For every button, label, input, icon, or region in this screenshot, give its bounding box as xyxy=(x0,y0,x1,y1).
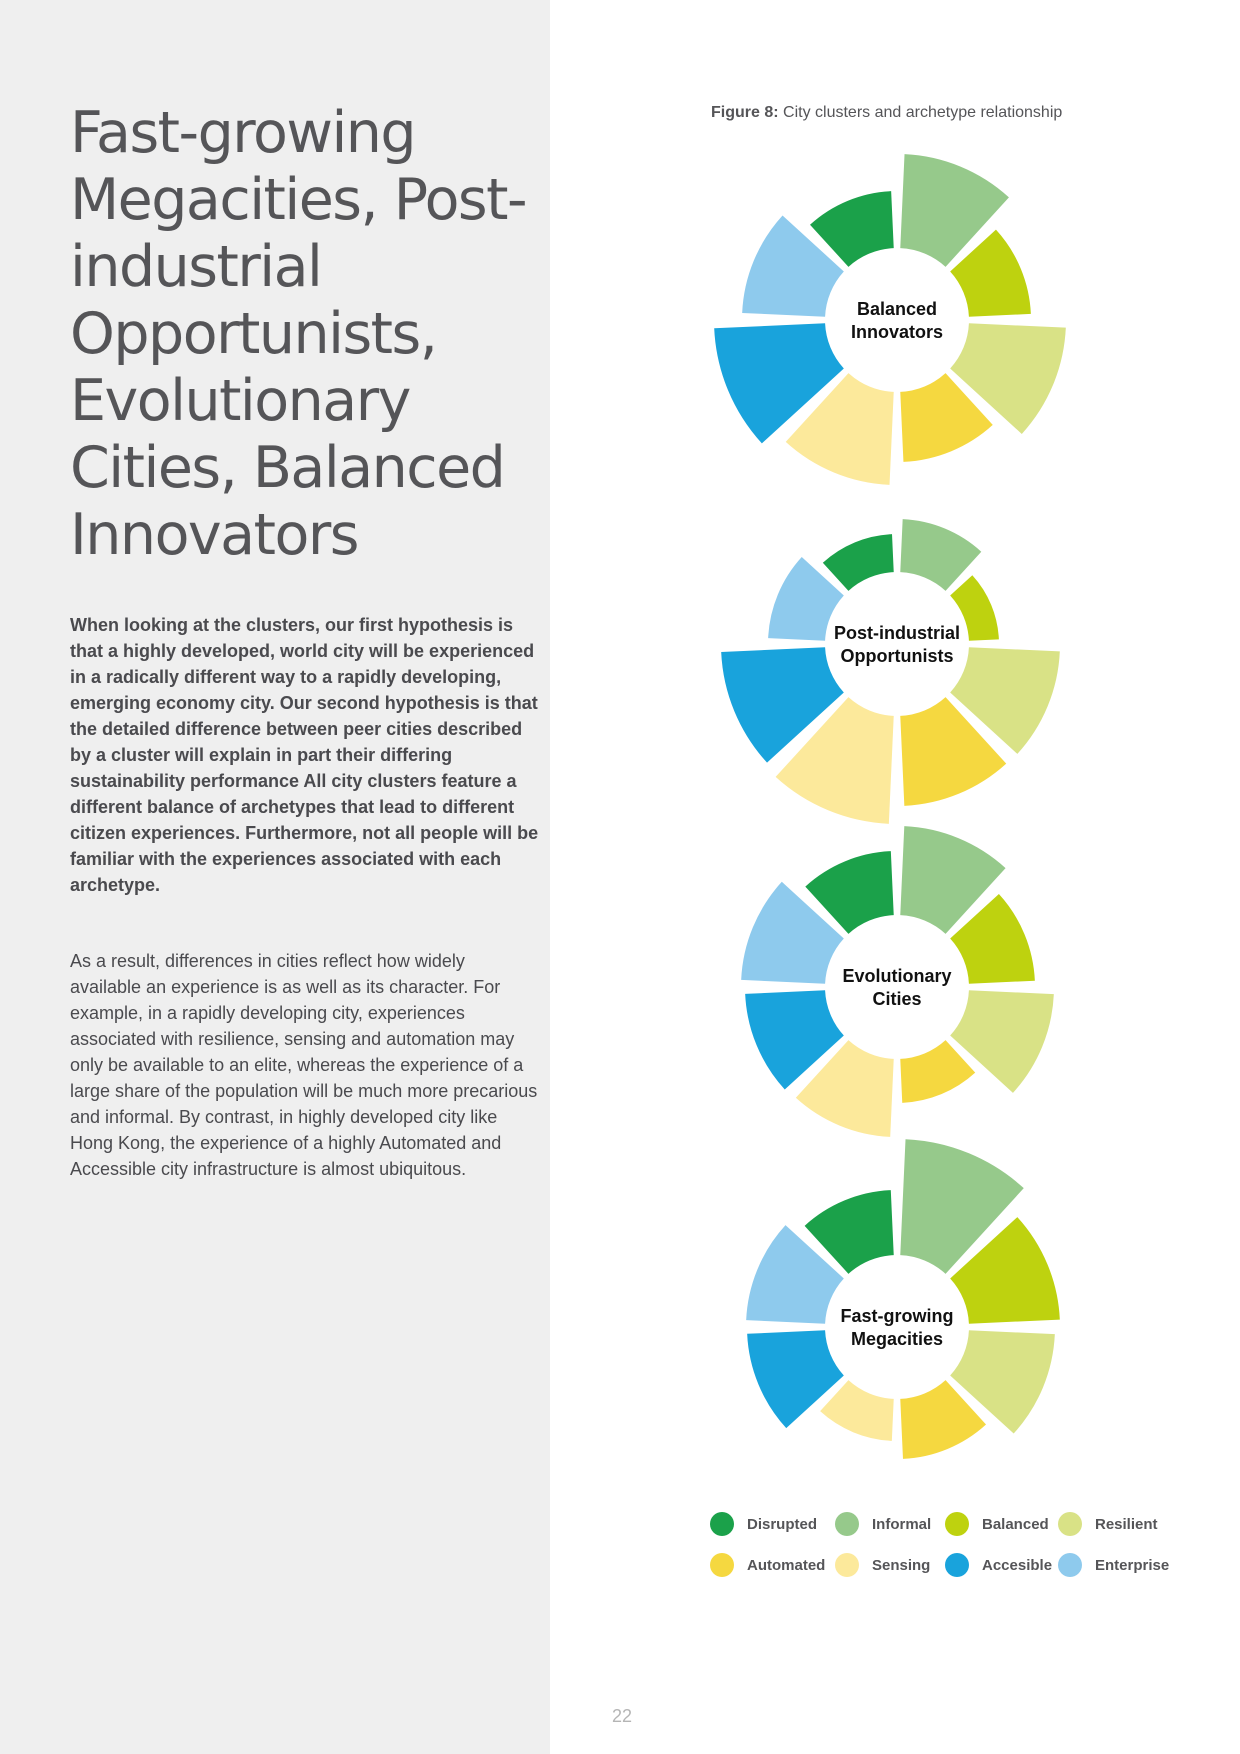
legend-item-resilient xyxy=(1058,1512,1178,1536)
radial-chart-balanced-innovators xyxy=(714,154,1066,485)
legend-item-sensing xyxy=(835,1553,945,1577)
legend-item-disrupted xyxy=(710,1512,835,1536)
radial-chart-fast-growing-megacities xyxy=(746,1139,1060,1459)
legend-swatch xyxy=(945,1553,969,1577)
chart-center-label-line: Balanced xyxy=(856,299,938,319)
legend-swatch xyxy=(835,1512,859,1536)
radial-chart-evolutionary-cities xyxy=(741,826,1054,1137)
legend-swatch xyxy=(710,1512,734,1536)
body-paragraph: As a result, differences in cities reflect how widely available an experience is as well as its character. For example, in a rapidly developing city, experiences associated with resilience, sensing and automation may only be available to an elite, whereas the experience of a large share of the population will be much more precarious and informal. By contrast, in highly developed city like Hong Kong, the experience of a highly Automated and Accessible city infrastructure is almost ubiquitous. xyxy=(70,951,538,1179)
intro-paragraph: When looking at the clusters, our first hypothesis is that a highly developed, world city will be experienced in a radically different way to a rapidly developing, emerging economy city. Our second hypothesis is that the detailed difference between peer cities described by a cluster will explain in part their differing sustainability performance All city clusters feature a different balance of archetypes that lead to different citizen experiences. Furthermore, not all people will be familiar with the experiences associated with each archetype. xyxy=(70,615,539,895)
page-title: Fast-growing Megacities, Post-industrial Opportunists, Evolutionary Cities, Balanced Innovators xyxy=(70,100,527,568)
legend-swatch xyxy=(835,1553,859,1577)
legend-item-accesible xyxy=(945,1553,1058,1577)
page-number: 22 xyxy=(611,1706,633,1726)
legend-label: Informal xyxy=(872,1515,932,1533)
chart-center-label xyxy=(851,299,943,342)
legend-item-balanced xyxy=(945,1512,1058,1536)
legend-label: Enterprise xyxy=(1095,1556,1170,1574)
legend-label: Resilient xyxy=(1095,1515,1158,1533)
figure-caption-text: City clusters and archetype relationship xyxy=(783,104,1063,121)
legend-swatch xyxy=(710,1553,734,1577)
radial-chart-post-industrial-opportunists xyxy=(721,519,1060,824)
chart-center-label xyxy=(842,966,951,1009)
chart-legend xyxy=(710,1512,1190,1577)
legend-item-enterprise xyxy=(1058,1553,1178,1577)
legend-swatch xyxy=(1058,1512,1082,1536)
chart-center-label xyxy=(834,623,960,666)
chart-center-label xyxy=(841,1306,954,1349)
chart-center-label-line: Innovators xyxy=(850,322,944,342)
chart-center-label-line: Evolutionary xyxy=(842,966,952,986)
legend-label: Sensing xyxy=(872,1556,931,1574)
legend-swatch xyxy=(945,1512,969,1536)
legend-label: Balanced xyxy=(982,1515,1049,1533)
segment-fast-growing-megacities-sensing xyxy=(820,1380,894,1441)
legend-label: Accesible xyxy=(982,1556,1053,1574)
chart-center-label-line: Opportunists xyxy=(840,646,954,666)
chart-center-label-line: Post-industrial xyxy=(833,623,961,643)
chart-center-label-line: Fast-growing xyxy=(840,1306,954,1326)
segment-post-industrial-opportunists-disrupted xyxy=(823,534,894,591)
legend-swatch xyxy=(1058,1553,1082,1577)
chart-center-label-line: Megacities xyxy=(850,1329,944,1349)
legend-label: Disrupted xyxy=(747,1515,818,1533)
legend-label: Automated xyxy=(747,1556,826,1574)
legend-item-automated xyxy=(710,1553,835,1577)
legend-item-informal xyxy=(835,1512,945,1536)
chart-center-label-line: Cities xyxy=(872,989,922,1009)
segment-evolutionary-cities-automated xyxy=(900,1040,975,1103)
figure-label: Figure 8: xyxy=(711,104,779,121)
